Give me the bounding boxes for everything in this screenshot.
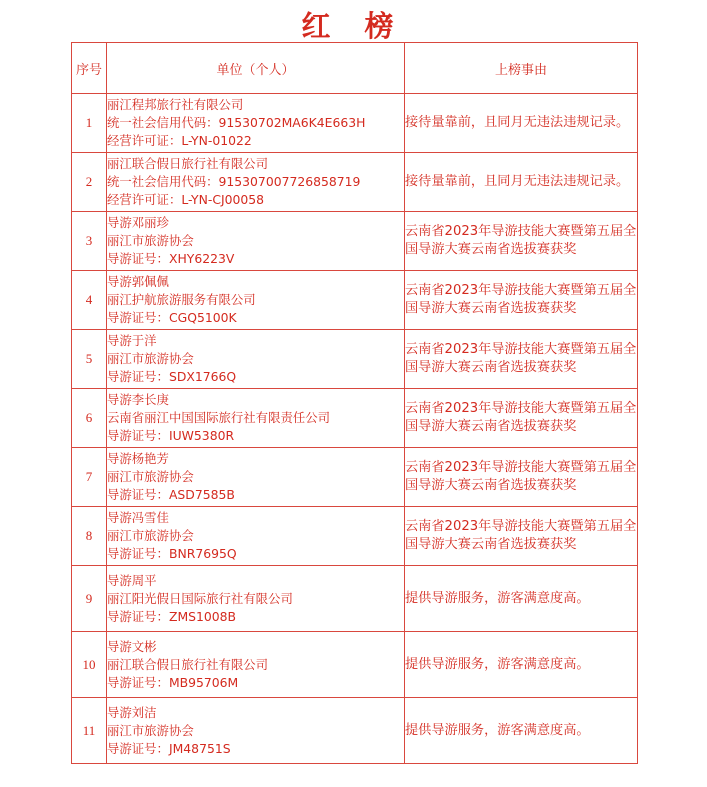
table-row: [72, 212, 638, 271]
row-number: 1: [72, 94, 107, 153]
unit-name: 导游周平: [107, 572, 157, 588]
unit-license-line: 导游证号：ASD7585B: [107, 487, 235, 502]
unit-cell: [107, 448, 405, 507]
unit-license-line: 导游证号：BNR7695Q: [107, 546, 237, 561]
unit-cell: [107, 507, 405, 566]
reason-cell: 云南省2023年导游技能大赛暨第五届全国导游大赛云南省选拔赛获奖: [405, 507, 638, 566]
unit-name: 导游刘洁: [107, 704, 157, 720]
reason-cell: 提供导游服务，游客满意度高。: [405, 632, 638, 698]
unit-name: 导游邓丽珍: [107, 215, 169, 230]
unit-detail-line: 云南省丽江中国国际旅行社有限责任公司: [107, 410, 331, 425]
reason-cell: 提供导游服务，游客满意度高。: [405, 698, 638, 764]
unit-name: 导游文彬: [107, 638, 157, 654]
row-number: 6: [72, 389, 107, 448]
reason-cell: 云南省2023年导游技能大赛暨第五届全国导游大赛云南省选拔赛获奖: [405, 271, 638, 330]
table-row: [72, 566, 638, 632]
unit-cell: [107, 153, 405, 212]
row-number: 2: [72, 153, 107, 212]
unit-license-line: 导游证号：CGQ5100K: [107, 310, 237, 325]
honor-roll-table: [71, 42, 638, 764]
reason-cell: 提供导游服务，游客满意度高。: [405, 566, 638, 632]
unit-license-line: 导游证号：MB95706M: [107, 674, 239, 690]
unit-detail-line: 丽江阳光假日国际旅行社有限公司: [107, 590, 293, 606]
unit-license-line: 导游证号：IUW5380R: [107, 428, 235, 443]
reason-cell: 云南省2023年导游技能大赛暨第五届全国导游大赛云南省选拔赛获奖: [405, 389, 638, 448]
unit-detail-line: 统一社会信用代码：91530702MA6K4E663H: [107, 115, 366, 130]
table-row: [72, 632, 638, 698]
unit-cell: [107, 271, 405, 330]
table-row: [72, 448, 638, 507]
reason-cell: 云南省2023年导游技能大赛暨第五届全国导游大赛云南省选拔赛获奖: [405, 212, 638, 271]
row-number: 7: [72, 448, 107, 507]
unit-license-line: 导游证号：XHY6223V: [107, 251, 235, 266]
unit-detail-line: 丽江市旅游协会: [107, 469, 194, 484]
column-header-reason: 上榜事由: [405, 43, 638, 94]
table-row: [72, 94, 638, 153]
table-row: [72, 153, 638, 212]
table-header-row: [72, 43, 638, 94]
unit-cell: [107, 389, 405, 448]
unit-cell: [107, 698, 405, 764]
reason-cell: 云南省2023年导游技能大赛暨第五届全国导游大赛云南省选拔赛获奖: [405, 448, 638, 507]
table-row: [72, 271, 638, 330]
unit-license-line: 导游证号：JM48751S: [107, 740, 231, 756]
row-number: 8: [72, 507, 107, 566]
unit-detail-line: 统一社会信用代码：915307007726858719: [107, 174, 361, 189]
column-header-no: 序号: [72, 43, 107, 94]
unit-name: 导游于洋: [107, 333, 157, 348]
unit-license-line: 导游证号：ZMS1008B: [107, 608, 237, 624]
row-number: 5: [72, 330, 107, 389]
unit-cell: [107, 566, 405, 632]
table-row: [72, 698, 638, 764]
unit-detail-line: 丽江市旅游协会: [107, 528, 194, 543]
unit-name: 导游冯雪佳: [107, 510, 169, 525]
unit-cell: [107, 212, 405, 271]
row-number: 9: [72, 566, 107, 632]
table-row: [72, 330, 638, 389]
unit-cell: [107, 94, 405, 153]
unit-name: 导游杨艳芳: [107, 451, 169, 466]
page-title: 红 榜: [301, 9, 406, 43]
row-number: 4: [72, 271, 107, 330]
unit-name: 导游李长庚: [107, 392, 169, 407]
table-row: [72, 507, 638, 566]
unit-name: 导游郭佩佩: [107, 274, 169, 289]
column-header-unit: 单位（个人）: [107, 43, 405, 94]
reason-cell: 接待量靠前，且同月无违法违规记录。: [405, 94, 638, 153]
unit-name: 丽江程邦旅行社有限公司: [107, 97, 244, 112]
unit-detail-line: 丽江护航旅游服务有限公司: [107, 292, 256, 307]
unit-license-line: 导游证号：SDX1766Q: [107, 369, 237, 384]
reason-cell: 云南省2023年导游技能大赛暨第五届全国导游大赛云南省选拔赛获奖: [405, 330, 638, 389]
unit-license-line: 经营许可证：L-YN-01022: [107, 133, 252, 148]
reason-cell: 接待量靠前，且同月无违法违规记录。: [405, 153, 638, 212]
unit-detail-line: 丽江市旅游协会: [107, 351, 194, 366]
unit-detail-line: 丽江市旅游协会: [107, 233, 194, 248]
unit-cell: [107, 330, 405, 389]
row-number: 10: [72, 632, 107, 698]
unit-name: 丽江联合假日旅行社有限公司: [107, 156, 269, 171]
row-number: 3: [72, 212, 107, 271]
unit-cell: [107, 632, 405, 698]
unit-detail-line: 丽江市旅游协会: [107, 722, 194, 738]
unit-license-line: 经营许可证：L-YN-CJ00058: [107, 192, 265, 207]
table-row: [72, 389, 638, 448]
row-number: 11: [72, 698, 107, 764]
unit-detail-line: 丽江联合假日旅行社有限公司: [107, 656, 269, 672]
